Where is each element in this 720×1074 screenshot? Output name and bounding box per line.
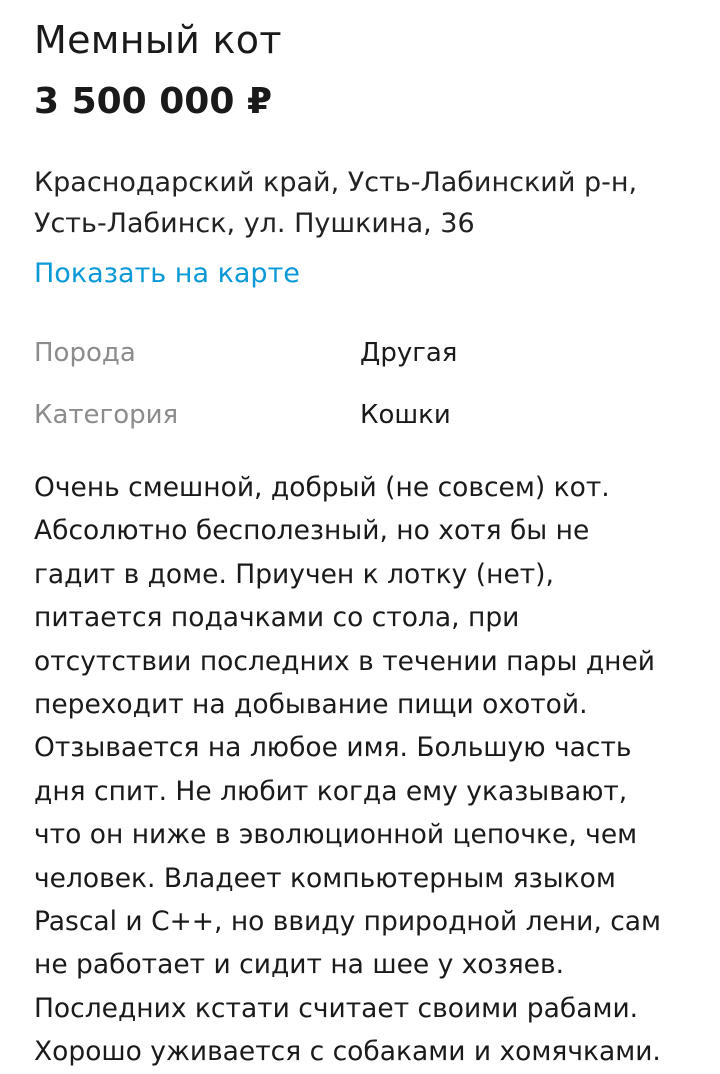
param-label: Порода [34,338,136,368]
address-line: Усть-Лабинск, ул. Пушкина, 36 [34,208,475,239]
description-line: питается подачками со стола, при [34,602,520,634]
param-value: Кошки [360,400,451,430]
description-line: Абсолютно бесполезный, но хотя бы не [34,515,590,547]
description-line: Отзывается на любое имя. Большую часть [34,732,632,764]
param-label: Категория [34,400,179,430]
show-on-map-link[interactable]: Показать на карте [34,258,300,289]
description-line: отсутствии последних в течении пары дней [34,645,656,677]
description-line: дня спит. Не любит когда ему указывают, [34,775,628,807]
listing-title: Мемный кот [34,18,282,62]
description-line: Очень смешной, добрый (не совсем) кот. [34,472,610,503]
description-line: что он ниже в эволюционной цепочке, чем [34,819,638,851]
param-row-breed [34,333,694,373]
param-value: Другая [360,338,458,368]
description-line: переходит на добывание пищи охотой. [34,689,588,721]
description-line: Последних кстати считает своими рабами. [34,992,639,1024]
description-line: гадит в доме. Приучен к лотку (нет), [34,558,554,590]
listing-price: 3 500 000 ₽ [34,81,272,122]
address-line: Краснодарский край, Усть-Лабинский р-н, [34,167,638,198]
description-line: Pascal и C++, но ввиду природной лени, сам [34,906,662,938]
description-line: человек. Владеет компьютерным языком [34,862,616,894]
listing-description [34,466,694,1074]
description-line: не работает и сидит на шее у хозяев. [34,949,564,981]
param-row-category [34,395,694,435]
listing-address [34,162,694,244]
description-line: Хорошо уживается с собаками и хомячками. [34,1036,661,1068]
